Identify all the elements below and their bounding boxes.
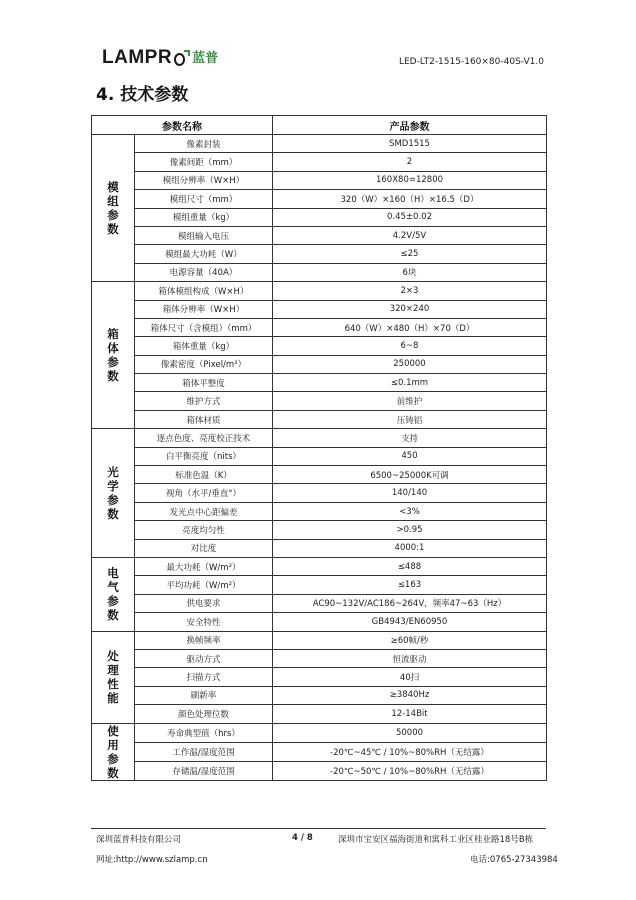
category-label: 使用参数 xyxy=(107,723,119,780)
param-value-cell: >0.95 xyxy=(273,521,547,539)
param-name-cell: 发光点中心距偏差 xyxy=(135,502,273,520)
table-row xyxy=(92,705,547,723)
param-name-cell: 白平衡亮度（nits） xyxy=(135,447,273,465)
param-value-cell: GB4943/EN60950 xyxy=(273,613,547,631)
param-value-cell: ≤25 xyxy=(273,245,547,263)
table-header-row xyxy=(92,116,547,135)
table-row xyxy=(92,594,547,612)
param-value-cell: -20℃~50℃ / 10%~80%RH（无结露） xyxy=(273,761,547,780)
table-row xyxy=(92,245,547,263)
param-value-cell: ≥60帧/秒 xyxy=(273,631,547,649)
header-param-name: 参数名称 xyxy=(92,116,273,135)
param-name-cell: 寿命典型值（hrs） xyxy=(135,723,273,742)
table-row xyxy=(92,742,547,761)
param-name-cell: 颜色处理位数 xyxy=(135,705,273,723)
param-value-cell: 0.45±0.02 xyxy=(273,208,547,226)
category-label: 光学参数 xyxy=(107,465,119,522)
param-value-cell: 6块 xyxy=(273,263,547,281)
param-name-cell: 模组最大功耗（W） xyxy=(135,245,273,263)
table-row xyxy=(92,226,547,244)
table-row xyxy=(92,447,547,465)
param-name-cell: 亮度均匀性 xyxy=(135,521,273,539)
param-value-cell: 2 xyxy=(273,153,547,171)
table-row xyxy=(92,190,547,208)
footer-website xyxy=(96,853,208,865)
logo-text: LAMPR xyxy=(102,47,173,68)
param-name-cell: 箱体材质 xyxy=(135,410,273,428)
table-row xyxy=(92,613,547,631)
table-row xyxy=(92,557,547,575)
param-name-cell: 驱动方式 xyxy=(135,649,273,667)
table-row xyxy=(92,135,547,153)
param-value-cell: -20℃~45℃ / 10%~80%RH（无结露） xyxy=(273,742,547,761)
param-name-cell: 最大功耗（W/m²） xyxy=(135,557,273,575)
param-name-cell: 模组输入电压 xyxy=(135,226,273,244)
table-row xyxy=(92,686,547,704)
param-value-cell: 4000:1 xyxy=(273,539,547,557)
param-value-cell: 450 xyxy=(273,447,547,465)
table-row xyxy=(92,429,547,447)
table-row xyxy=(92,300,547,318)
param-value-cell: 640（W）×480（H）×70（D） xyxy=(273,318,547,336)
param-name-cell: 箱体尺寸（含模组）（mm） xyxy=(135,318,273,336)
footer-address: 深圳市宝安区福海街道和寓科工业区桂业路18号B栋 xyxy=(338,835,534,845)
footer-page-number: 4 / 8 xyxy=(292,833,313,843)
table-row xyxy=(92,539,547,557)
table-row xyxy=(92,208,547,226)
param-name-cell: 逐点色度、亮度校正技术 xyxy=(135,429,273,447)
param-value-cell: 支持 xyxy=(273,429,547,447)
table-row xyxy=(92,466,547,484)
table-row xyxy=(92,649,547,667)
company-logo xyxy=(102,42,218,68)
logo-chinese: 蓝普 xyxy=(192,51,219,66)
param-value-cell: SMD1515 xyxy=(273,135,547,153)
table-row xyxy=(92,374,547,392)
footer-phone-label: 电话: xyxy=(470,855,490,865)
param-value-cell: 恒流驱动 xyxy=(273,649,547,667)
param-name-cell: 箱体模组构成（W×H） xyxy=(135,282,273,300)
param-value-cell: 250000 xyxy=(273,355,547,373)
param-value-cell: 50000 xyxy=(273,723,547,742)
param-name-cell: 对比度 xyxy=(135,539,273,557)
category-label: 箱体参数 xyxy=(107,327,119,384)
param-name-cell: 模组重量（kg） xyxy=(135,208,273,226)
param-name-cell: 箱体重量（kg） xyxy=(135,337,273,355)
category-cell xyxy=(92,557,135,631)
param-name-cell: 扫描方式 xyxy=(135,668,273,686)
header-param-value: 产品参数 xyxy=(273,116,547,135)
param-value-cell: 4.2V/5V xyxy=(273,226,547,244)
table-row xyxy=(92,410,547,428)
param-value-cell: 6500~25000K可调 xyxy=(273,466,547,484)
param-name-cell: 换帧频率 xyxy=(135,631,273,649)
table-row xyxy=(92,668,547,686)
param-name-cell: 像素间距（mm） xyxy=(135,153,273,171)
category-label: 电气参数 xyxy=(107,566,119,623)
table-row xyxy=(92,631,547,649)
table-row xyxy=(92,355,547,373)
table-row xyxy=(92,576,547,594)
param-name-cell: 安全特性 xyxy=(135,613,273,631)
param-name-cell: 模组尺寸（mm） xyxy=(135,190,273,208)
category-cell xyxy=(92,135,135,282)
param-name-cell: 工作温/湿度范围 xyxy=(135,742,273,761)
footer-company: 深圳蓝普科技有限公司 xyxy=(96,835,182,845)
param-name-cell: 视角（水平/垂直°） xyxy=(135,484,273,502)
param-value-cell: <3% xyxy=(273,502,547,520)
param-value-cell: ≤163 xyxy=(273,576,547,594)
table-row xyxy=(92,392,547,410)
param-value-cell: ≥3840Hz xyxy=(273,686,547,704)
document-code: LED-LT2-1515-160×80-40S-V1.0 xyxy=(398,57,544,67)
section-title: 4. 技术参数 xyxy=(96,85,189,105)
param-value-cell: ≤0.1mm xyxy=(273,374,547,392)
category-cell xyxy=(92,282,135,429)
param-value-cell: 140/140 xyxy=(273,484,547,502)
footer-website-link[interactable]: http://www.szlamp.cn xyxy=(115,855,208,865)
param-value-cell: 320×240 xyxy=(273,300,547,318)
table-row xyxy=(92,171,547,189)
param-value-cell: 12-14Bit xyxy=(273,705,547,723)
table-row xyxy=(92,318,547,336)
category-label: 模组参数 xyxy=(107,180,119,237)
param-value-cell: 320（W）×160（H）×16.5（D） xyxy=(273,190,547,208)
param-name-cell: 箱体分辨率（W×H） xyxy=(135,300,273,318)
param-name-cell: 标准色温（K） xyxy=(135,466,273,484)
category-cell xyxy=(92,723,135,780)
footer-website-label: 网址: xyxy=(96,855,116,865)
spec-table-body xyxy=(92,135,547,781)
table-row xyxy=(92,282,547,300)
logo-o-icon xyxy=(173,50,187,68)
table-row xyxy=(92,723,547,742)
table-row xyxy=(92,761,547,780)
param-value-cell: 160X80=12800 xyxy=(273,171,547,189)
table-row xyxy=(92,337,547,355)
table-row xyxy=(92,263,547,281)
param-value-cell: 6~8 xyxy=(273,337,547,355)
param-name-cell: 电源容量（40A） xyxy=(135,263,273,281)
param-name-cell: 存储温/湿度范围 xyxy=(135,761,273,780)
param-value-cell: 压铸铝 xyxy=(273,410,547,428)
param-name-cell: 像素封装 xyxy=(135,135,273,153)
param-value-cell: 前维护 xyxy=(273,392,547,410)
param-value-cell: ≤488 xyxy=(273,557,547,575)
category-label: 处理性能 xyxy=(107,649,119,706)
param-name-cell: 箱体平整度 xyxy=(135,374,273,392)
footer-phone-number: 0765-27343984 xyxy=(489,855,558,865)
table-row xyxy=(92,521,547,539)
table-row xyxy=(92,153,547,171)
param-name-cell: 像素密度（Pixel/m²） xyxy=(135,355,273,373)
param-value-cell: 40扫 xyxy=(273,668,547,686)
param-name-cell: 维护方式 xyxy=(135,392,273,410)
category-cell xyxy=(92,429,135,558)
spec-table xyxy=(91,115,547,781)
param-name-cell: 模组分辨率（W×H） xyxy=(135,171,273,189)
param-value-cell: AC90~132V/AC186~264V，频率47~63（Hz） xyxy=(273,594,547,612)
table-row xyxy=(92,502,547,520)
param-name-cell: 刷新率 xyxy=(135,686,273,704)
table-row xyxy=(92,484,547,502)
param-value-cell: 2×3 xyxy=(273,282,547,300)
footer-divider xyxy=(91,828,546,829)
param-name-cell: 供电要求 xyxy=(135,594,273,612)
footer-phone xyxy=(470,853,558,865)
category-cell xyxy=(92,631,135,723)
param-name-cell: 平均功耗（W/m²） xyxy=(135,576,273,594)
